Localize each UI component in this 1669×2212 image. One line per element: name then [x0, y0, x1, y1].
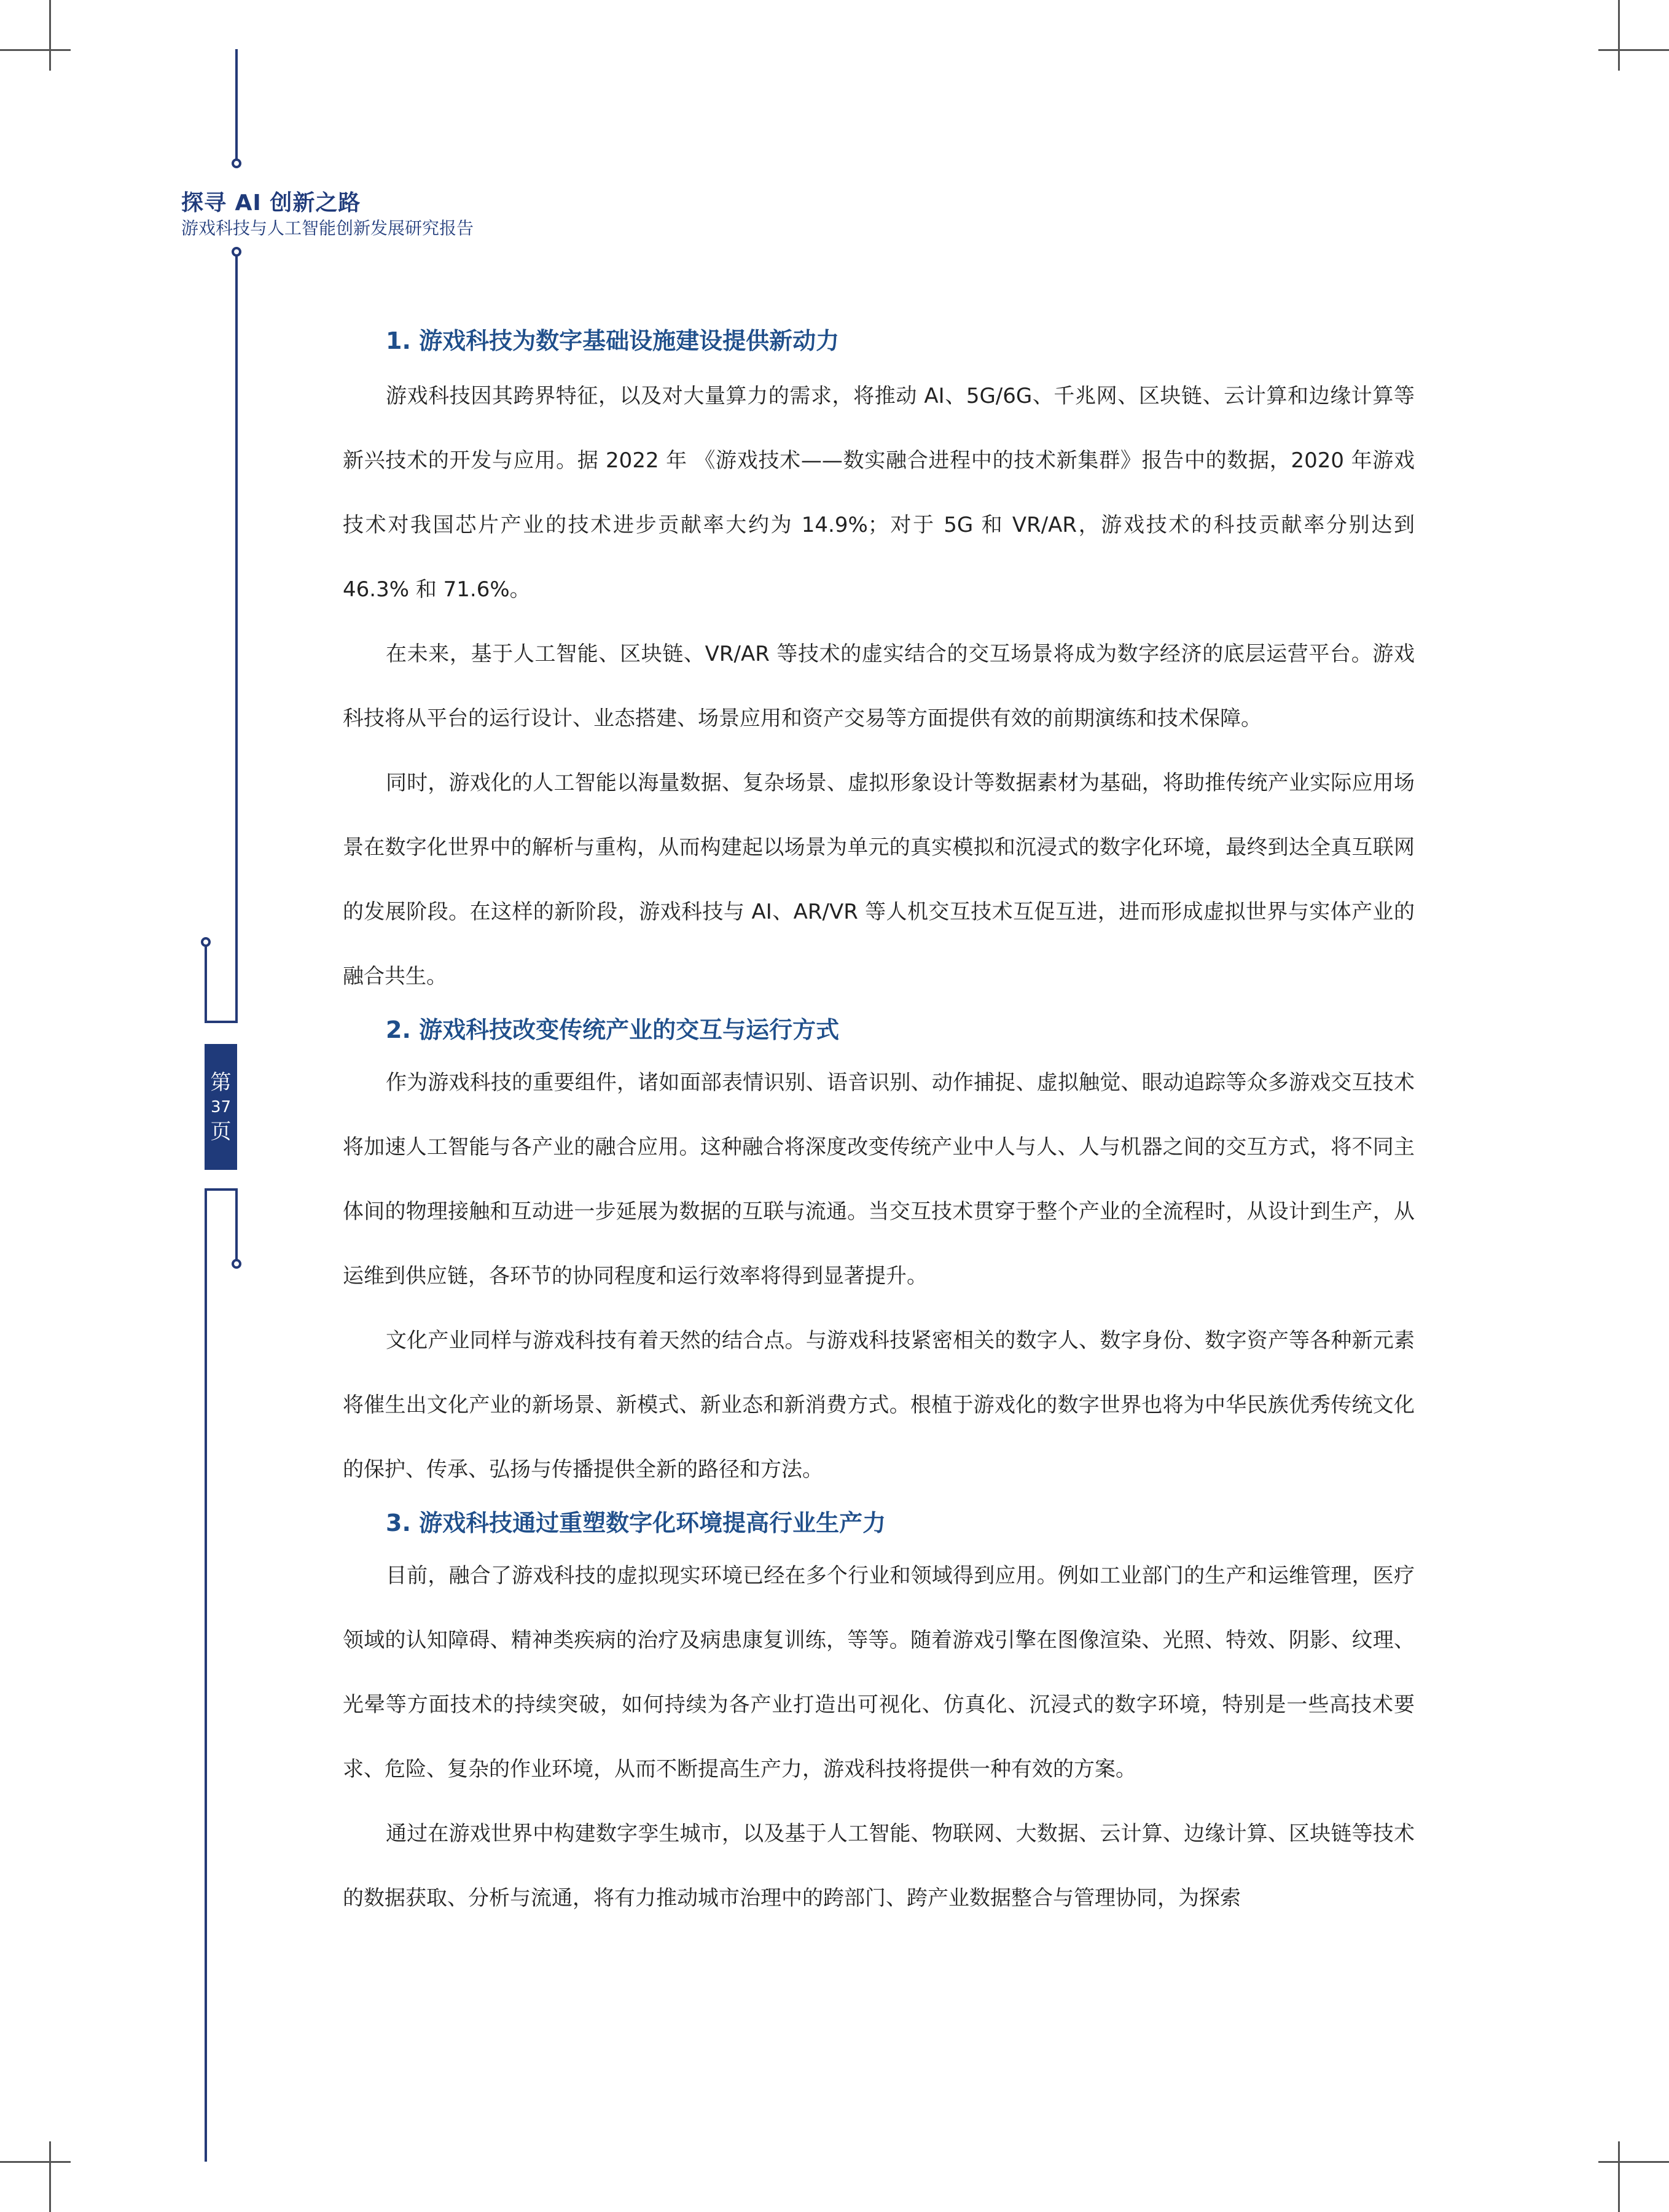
page-prefix: 第: [210, 1070, 232, 1095]
section-heading: 1. 游戏科技为数字基础设施建设提供新动力: [386, 327, 840, 354]
section-heading: 3. 游戏科技通过重塑数字化环境提高行业生产力: [386, 1509, 886, 1536]
rail-lower-cap: [205, 1188, 238, 1191]
page-number-badge: [205, 1044, 237, 1170]
crop-mark-bottom-right-v: [1618, 2141, 1620, 2212]
paragraph: 文化产业同样与游戏科技有着天然的结合点。与游戏科技紧密相关的数字人、数字身份、数字资产等各种新元素将催生出文化产业的新场景、新模式、新业态和新消费方式。根植于游戏化的数字世界也将为中华民族优秀传统文化的保护、传承、弘扬与传播提供全新的路径和方法。: [343, 1328, 1415, 1482]
rail-top-segment: [235, 49, 238, 160]
paragraph: 目前，融合了游戏科技的虚拟现实环境已经在多个行业和领域得到应用。例如工业部门的生产和运维管理，医疗领域的认知障碍、精神类疾病的治疗及病患康复训练，等等。随着游戏引擎在图像渲染、光照、特效、阴影、纹理、光晕等方面技术的持续突破，如何持续为各产业打造出可视化、仿真化、沉浸式的数字环境，特别是一些高技术要求、危险、复杂的作业环境，从而不断提高生产力，游戏科技将提供一种有效的方案。: [343, 1564, 1415, 1782]
crop-mark-top-left-h: [0, 49, 71, 51]
crop-mark-bottom-left-v: [49, 2141, 51, 2212]
article-body: [343, 322, 1415, 1931]
rail-node-lower: [232, 1259, 241, 1269]
document-subtitle: 游戏科技与人工智能创新发展研究报告: [181, 218, 474, 238]
paragraph: 通过在游戏世界中构建数字孪生城市，以及基于人工智能、物联网、大数据、云计算、边缘计算、区块链等技术的数据获取、分析与流通，将有力推动城市治理中的跨部门、跨产业数据整合与管理协同，为探索: [343, 1821, 1415, 1910]
rail-node-top: [232, 158, 241, 168]
crop-mark-top-left-v: [49, 0, 51, 71]
page-number: 37: [210, 1097, 232, 1116]
crop-mark-bottom-left-h: [0, 2161, 71, 2163]
paragraph: 作为游戏科技的重要组件，诸如面部表情识别、语音识别、动作捕捉、虚拟触觉、眼动追踪等众多游戏交互技术将加速人工智能与各产业的融合应用。这种融合将深度改变传统产业中人与人、人与机器之间的交互方式，将不同主体间的物理接触和互动进一步延展为数据的互联与流通。当交互技术贯穿于整个产业的全流程时，从设计到生产，从运维到供应链，各环节的协同程度和运行效率将得到显著提升。: [343, 1070, 1415, 1288]
crop-mark-top-right-v: [1618, 0, 1620, 71]
document-title: 探寻 AI 创新之路: [181, 190, 361, 216]
rail-left-stub: [205, 943, 207, 1023]
rail-lower-segment: [235, 1188, 238, 1262]
rail-middle-segment: [235, 255, 238, 1023]
paragraph: 在未来，基于人工智能、区块链、VR/AR 等技术的虚实结合的交互场景将成为数字经济的底层运营平台。游戏科技将从平台的运行设计、业态搭建、场景应用和资产交易等方面提供有效的前期演练和技术保障。: [343, 642, 1415, 731]
section-heading: 2. 游戏科技改变传统产业的交互与运行方式: [386, 1016, 840, 1043]
paragraph: 同时，游戏化的人工智能以海量数据、复杂场景、虚拟形象设计等数据素材为基础，将助推传统产业实际应用场景在数字化世界中的解析与重构，从而构建起以场景为单元的真实模拟和沉浸式的数字化环境，最终到达全真互联网的发展阶段。在这样的新阶段，游戏科技与 AI、AR/VR 等人机交互技术互促互进，进而形成虚拟世界与实体产业的融合共生。: [343, 771, 1415, 989]
paragraph: 游戏科技因其跨界特征，以及对大量算力的需求，将推动 AI、5G/6G、千兆网、区块链、云计算和边缘计算等新兴技术的开发与应用。据 2022 年 《游戏技术——数实融合进程中的技术新集群》报告中的数据，2020 年游戏技术对我国芯片产业的技术进步贡献率大约为 14.9%；对于 5G 和 VR/AR，游戏技术的科技贡献率分别达到 46.3% 和 71.6%。: [343, 384, 1415, 602]
page-suffix: 页: [210, 1119, 232, 1144]
crop-mark-top-right-h: [1598, 49, 1669, 51]
rail-node-left: [201, 937, 211, 947]
crop-mark-bottom-right-h: [1598, 2161, 1669, 2163]
rail-left-long: [205, 1188, 207, 2162]
rail-middle-foot: [205, 1021, 238, 1023]
